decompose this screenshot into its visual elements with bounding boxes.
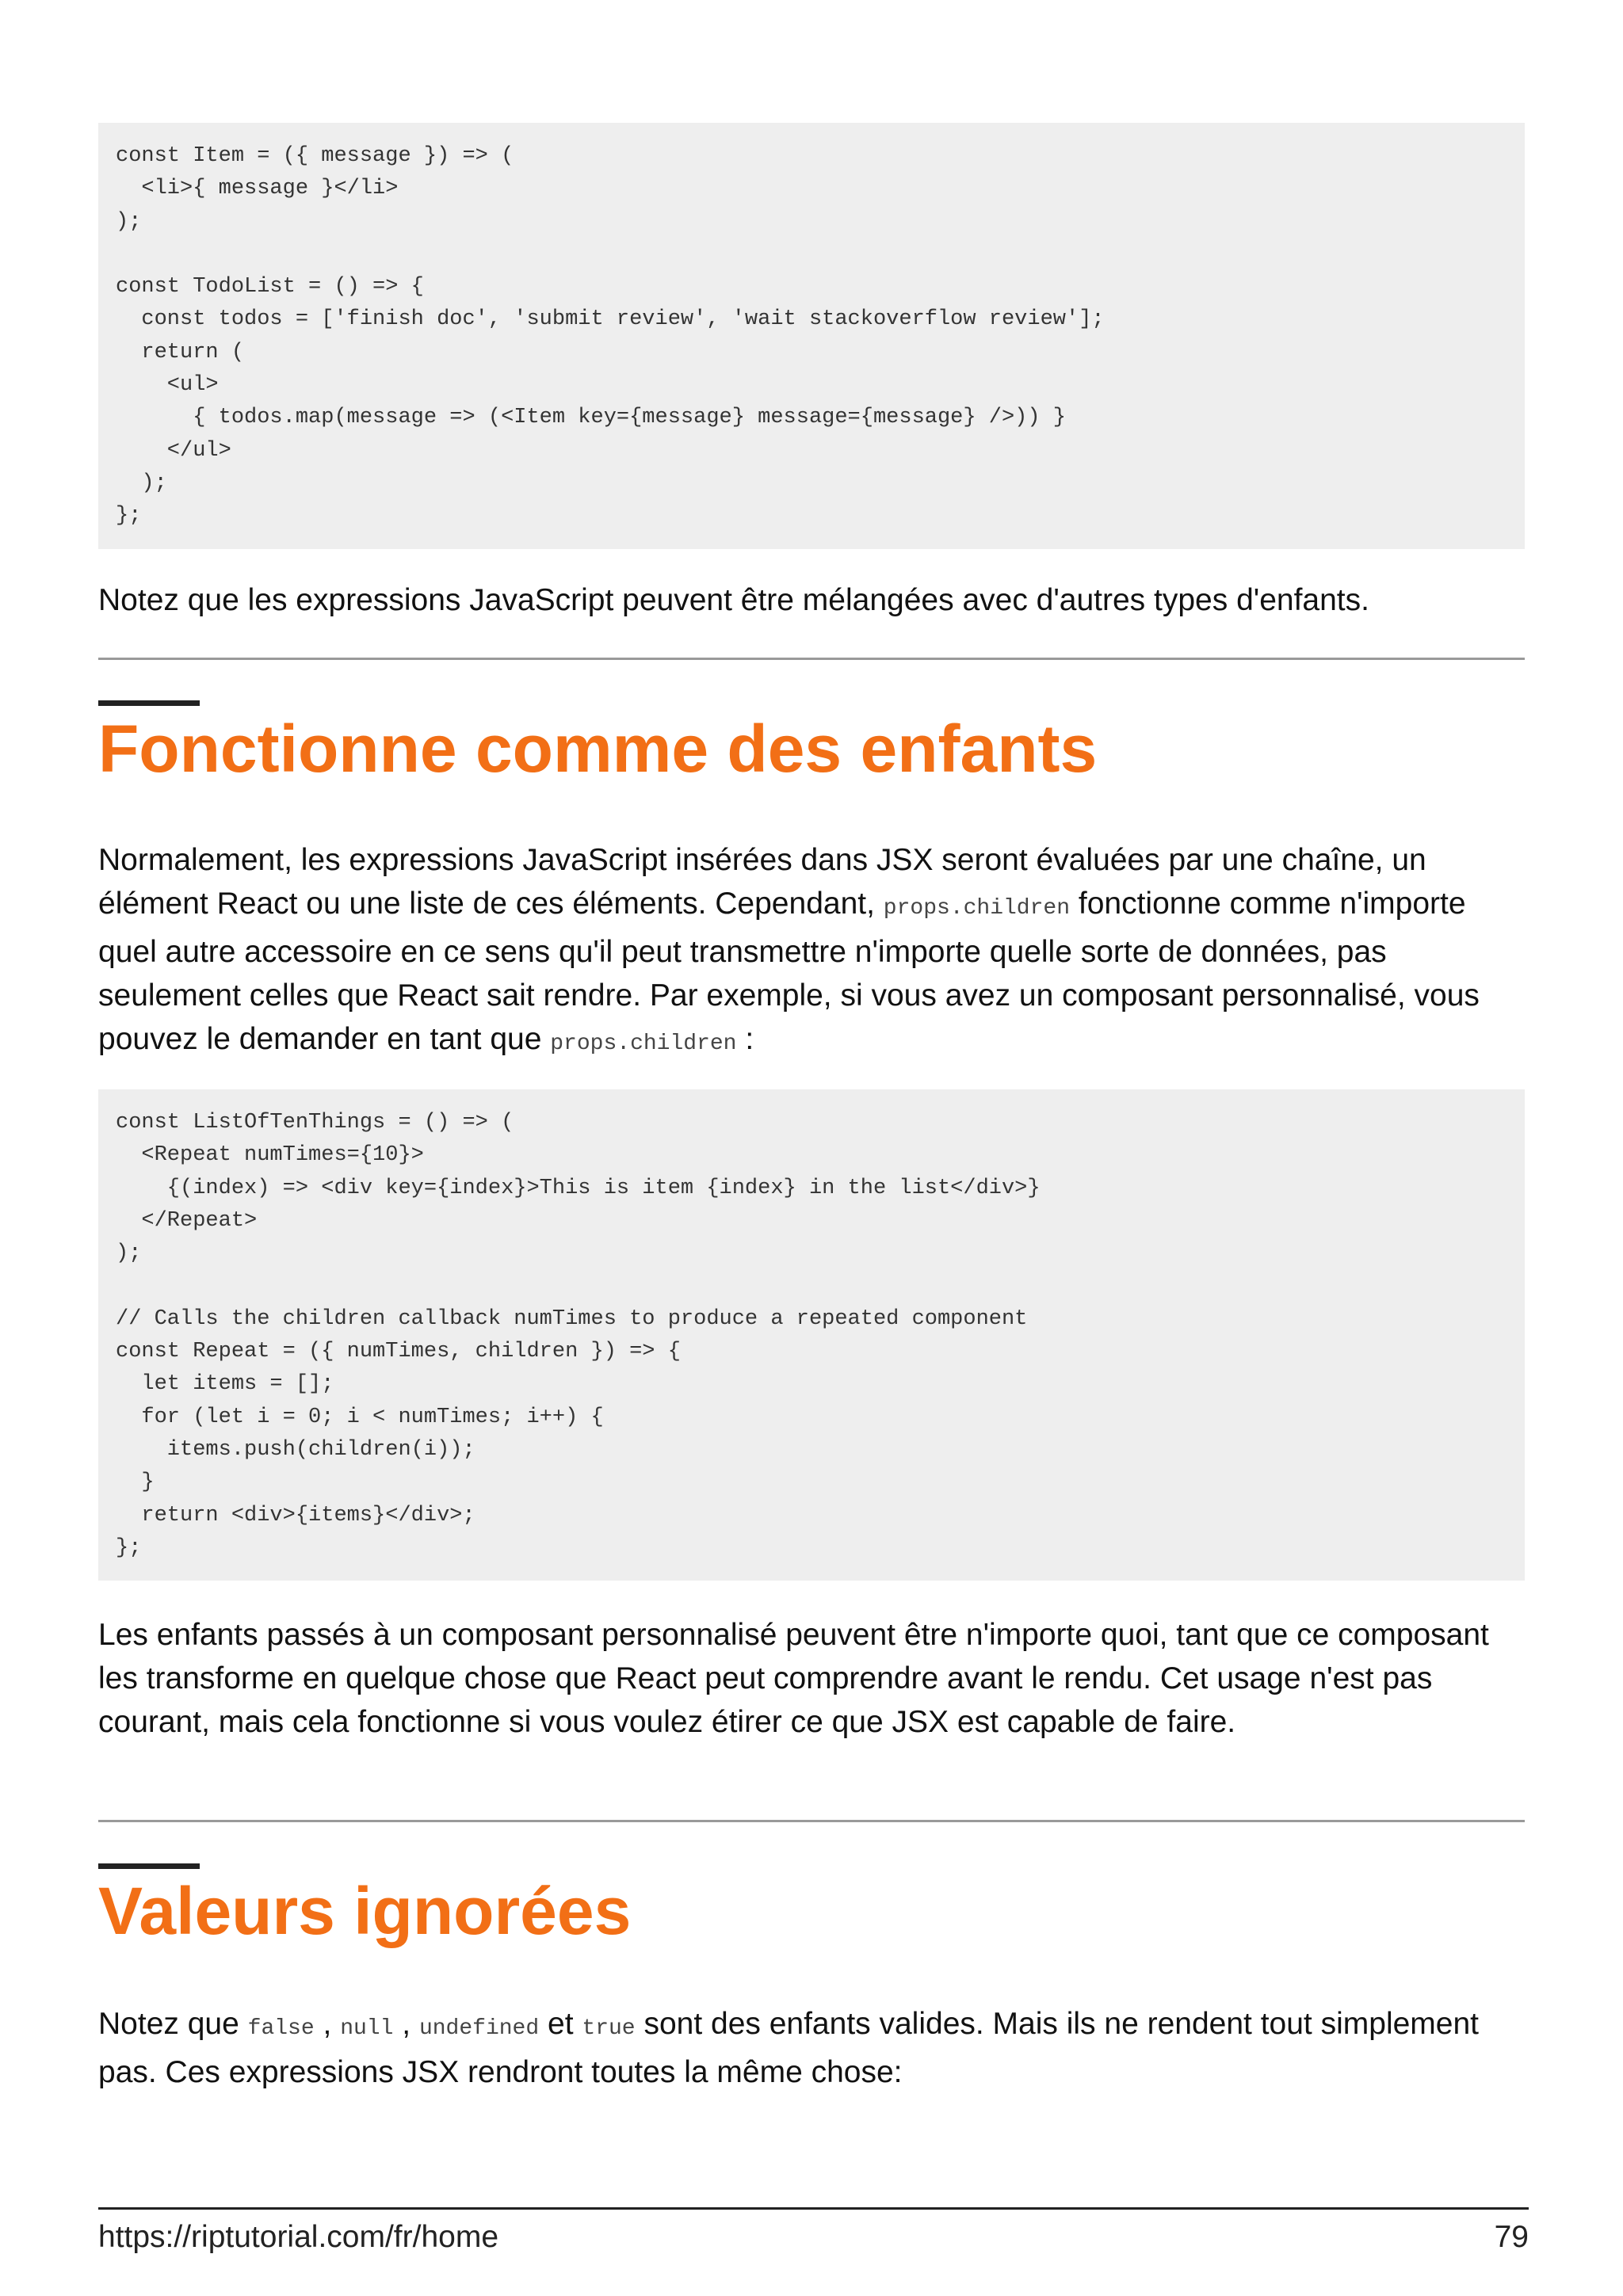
page-number: 79 [1494, 2220, 1529, 2254]
paragraph-text: Notez que [98, 2007, 239, 2041]
code-line: const todos = ['finish doc', 'submit review', 'wait stackoverflow review']; [116, 307, 1105, 332]
inline-code: props.children [883, 896, 1071, 921]
paragraph-text: sont des enfants valides. Mais ils ne rendent tout simplement pas. Ces expressions JSX rendront toutes la même chose: [98, 2007, 1480, 2089]
code-line: return <div>{items}</div>; [116, 1503, 475, 1527]
code-line: <ul> [116, 373, 219, 398]
inline-code: null [340, 2016, 394, 2041]
paragraph-text: , [402, 2007, 411, 2041]
code-line: <Repeat numTimes={10}> [116, 1143, 424, 1168]
code-line: ); [116, 471, 167, 495]
code-line: </Repeat> [116, 1208, 258, 1233]
code-line [116, 238, 1507, 271]
code-line: const Item = ({ message }) => ( [116, 144, 514, 168]
paragraph-ignored-values [98, 2002, 1525, 2094]
code-line: const TodoList = () => { [116, 275, 424, 299]
code-line: return ( [116, 340, 245, 364]
section-divider [98, 1820, 1525, 1822]
code-line: ); [116, 209, 142, 234]
paragraph-text: et [548, 2007, 574, 2041]
code-line: let items = []; [116, 1372, 334, 1397]
code-line: items.push(children(i)); [116, 1437, 475, 1462]
code-line [116, 1270, 1507, 1302]
heading-functions-as-children: Fonctionne comme des enfants [98, 711, 1098, 786]
code-line: const ListOfTenThings = () => ( [116, 1111, 514, 1135]
heading-accent-bar [98, 700, 200, 706]
paragraph-text: Normalement, les expressions JavaScript insérées dans JSX seront évaluées par une chaîne, un élément React ou une liste de ces éléments. Cependant, [98, 843, 1426, 921]
code-block-todolist [98, 123, 1525, 549]
paragraph-props-children [98, 838, 1525, 1066]
heading-ignored-values: Valeurs ignorées [98, 1874, 632, 1948]
paragraph-mixed-children: Notez que les expressions JavaScript peuvent être mélangées avec d'autres types d'enfants. [98, 583, 1369, 617]
paragraph-text: fonctionne comme n'importe quel autre accessoire en ce sens qu'il peut transmettre n'importe quelle sorte de données, pas seulement celles que React sait rendre. Par exemple, si vous avez un composant personnalisé, vous pouvez le demander en tant que [98, 887, 1480, 1056]
code-line: {(index) => <div key={index}>This is item {index} in the list</div>} [116, 1176, 1041, 1200]
inline-code: props.children [550, 1032, 737, 1056]
code-line: const Repeat = ({ numTimes, children }) => { [116, 1340, 681, 1364]
code-line: } [116, 1470, 155, 1495]
section-divider [98, 658, 1525, 660]
code-line: ); [116, 1241, 142, 1266]
heading-accent-bar [98, 1863, 200, 1869]
footer-url-link[interactable]: https://riptutorial.com/fr/home [98, 2220, 499, 2254]
inline-code: false [247, 2016, 315, 2041]
paragraph-text: : [745, 1022, 754, 1056]
inline-code: undefined [418, 2016, 540, 2041]
code-line: // Calls the children callback numTimes to produce a repeated component [116, 1306, 1028, 1331]
inline-code: true [582, 2016, 636, 2041]
code-line: }; [116, 504, 142, 528]
code-line: </ul> [116, 438, 231, 463]
code-line: }; [116, 1535, 142, 1560]
code-line: <li>{ message }</li> [116, 177, 399, 201]
paragraph-custom-component-children: Les enfants passés à un composant personnalisé peuvent être n'importe quoi, tant que ce composant les transforme en quelque chose que React peut comprendre avant le rendu. Cet usage n'est pas courant, mais cela fonctionne si vous voulez étirer ce que JSX est capable de faire. [98, 1618, 1489, 1739]
code-block-repeat [98, 1089, 1525, 1581]
footer-divider [98, 2207, 1529, 2210]
code-line: for (let i = 0; i < numTimes; i++) { [116, 1405, 604, 1429]
code-line: { todos.map(message => (<Item key={message} message={message} />)) } [116, 406, 1066, 430]
paragraph-text: , [323, 2007, 332, 2041]
